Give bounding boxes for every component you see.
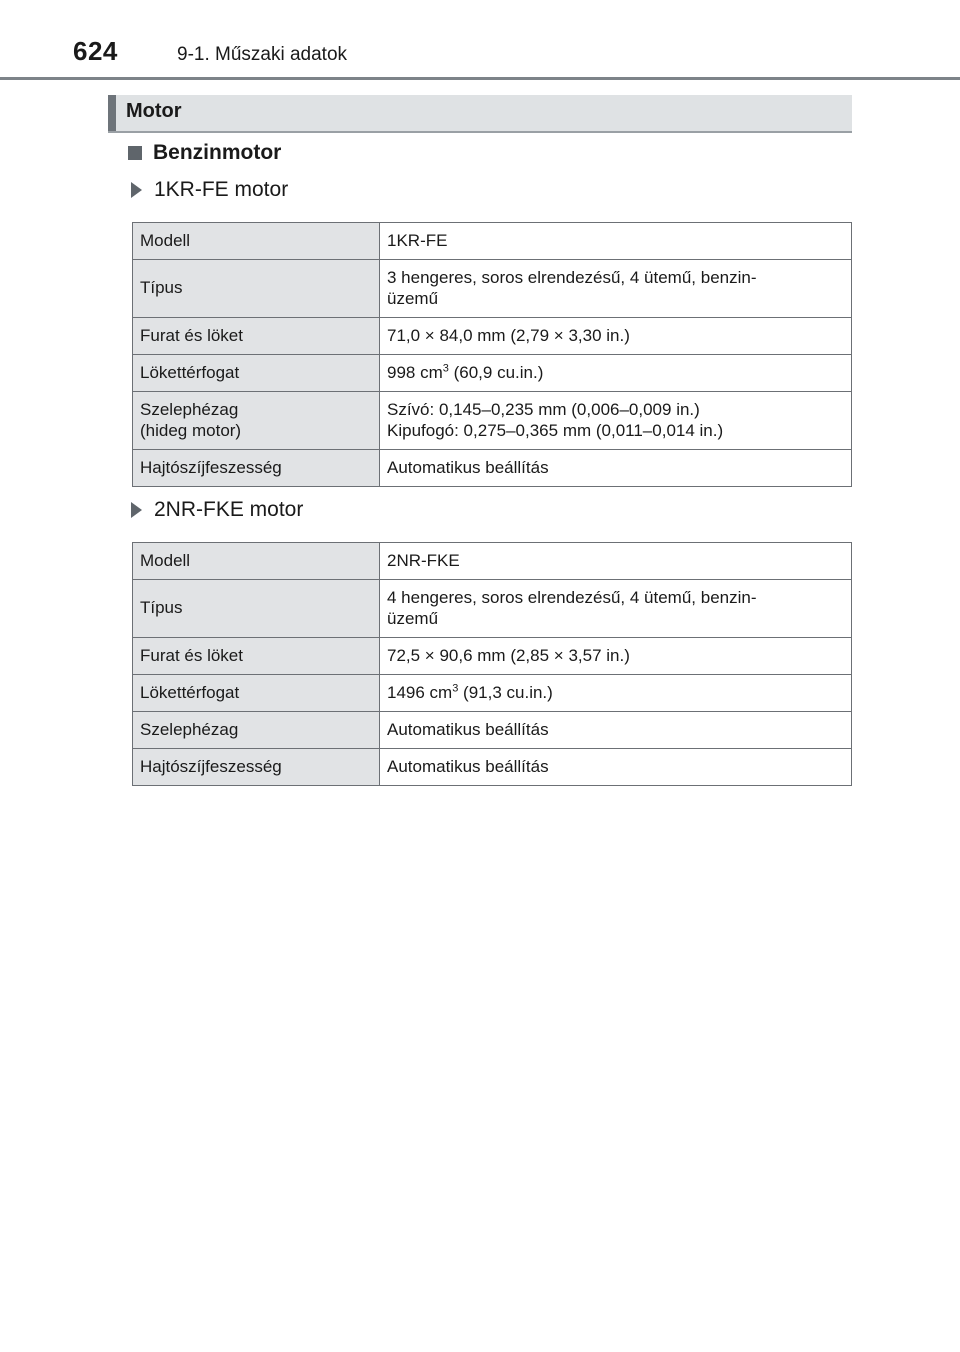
- table-row: [133, 543, 852, 580]
- value-line: üzemű: [387, 608, 439, 628]
- row-value: 2NR-FKE: [380, 543, 852, 580]
- row-value: Automatikus beállítás: [380, 712, 852, 749]
- row-key: Hajtószíjfeszesség: [133, 450, 380, 487]
- row-value: [380, 355, 852, 392]
- page-header: [0, 0, 960, 78]
- engine-heading-2nr: [131, 498, 303, 522]
- row-value: 1KR-FE: [380, 223, 852, 260]
- section-title-bar: [108, 95, 852, 133]
- engine-heading-1kr: [131, 178, 288, 202]
- value-tail: (60,9 cu.in.): [448, 362, 544, 382]
- value-line: 3 hengeres, soros elrendezésű, 4 ütemű, benzin-: [387, 267, 757, 287]
- value-tail: (91,3 cu.in.): [458, 682, 553, 702]
- page-number: 624: [73, 36, 118, 66]
- engine-heading-label: 2NR-FKE motor: [154, 498, 304, 521]
- table-row: [133, 450, 852, 487]
- section-title: Motor: [126, 100, 182, 122]
- value-text: 1496 cm: [387, 682, 453, 702]
- value-text: 998 cm: [387, 362, 443, 382]
- table-row: [133, 749, 852, 786]
- row-key: Furat és löket: [133, 318, 380, 355]
- row-value: Automatikus beállítás: [380, 749, 852, 786]
- superscript: 3: [442, 361, 449, 374]
- key-line: Szelephézag: [140, 399, 239, 419]
- table-row: [133, 260, 852, 318]
- row-key: Típus: [133, 580, 380, 638]
- row-key: Furat és löket: [133, 638, 380, 675]
- spec-table-1kr: [132, 222, 852, 487]
- square-bullet-icon: [128, 146, 142, 160]
- value-line: Kipufogó: 0,275–0,365 mm (0,011–0,014 in.): [387, 420, 724, 440]
- row-key: Hajtószíjfeszesség: [133, 749, 380, 786]
- table-row: [133, 355, 852, 392]
- value-line: Szívó: 0,145–0,235 mm (0,006–0,009 in.): [387, 399, 700, 419]
- row-key: Lökettérfogat: [133, 675, 380, 712]
- row-value: 71,0 × 84,0 mm (2,79 × 3,30 in.): [380, 318, 852, 355]
- row-value: [380, 260, 852, 318]
- spec-table-2nr: [132, 542, 852, 786]
- table-row: [133, 638, 852, 675]
- subsection-title: Benzinmotor: [153, 141, 282, 164]
- header-divider: [0, 77, 960, 80]
- value-line: 4 hengeres, soros elrendezésű, 4 ütemű, benzin-: [387, 587, 757, 607]
- row-value: 72,5 × 90,6 mm (2,85 × 3,57 in.): [380, 638, 852, 675]
- section-accent: [108, 95, 116, 131]
- table-row: [133, 223, 852, 260]
- row-key: Modell: [133, 543, 380, 580]
- row-value: [380, 580, 852, 638]
- triangle-bullet-icon: [131, 182, 142, 198]
- row-value: [380, 675, 852, 712]
- row-key: Szelephézag: [133, 712, 380, 749]
- subsection-heading: [128, 141, 281, 165]
- row-key: Modell: [133, 223, 380, 260]
- row-key: Lökettérfogat: [133, 355, 380, 392]
- chapter-title: 9-1. Műszaki adatok: [177, 44, 348, 65]
- table-row: [133, 580, 852, 638]
- superscript: 3: [452, 681, 459, 694]
- engine-heading-label: 1KR-FE motor: [154, 178, 289, 201]
- table-row: [133, 712, 852, 749]
- row-value: Automatikus beállítás: [380, 450, 852, 487]
- row-key: [133, 392, 380, 450]
- table-row: [133, 675, 852, 712]
- table-row: [133, 392, 852, 450]
- key-line: (hideg motor): [140, 420, 242, 440]
- value-line: üzemű: [387, 288, 439, 308]
- triangle-bullet-icon: [131, 502, 142, 518]
- table-row: [133, 318, 852, 355]
- row-key: Típus: [133, 260, 380, 318]
- row-value: [380, 392, 852, 450]
